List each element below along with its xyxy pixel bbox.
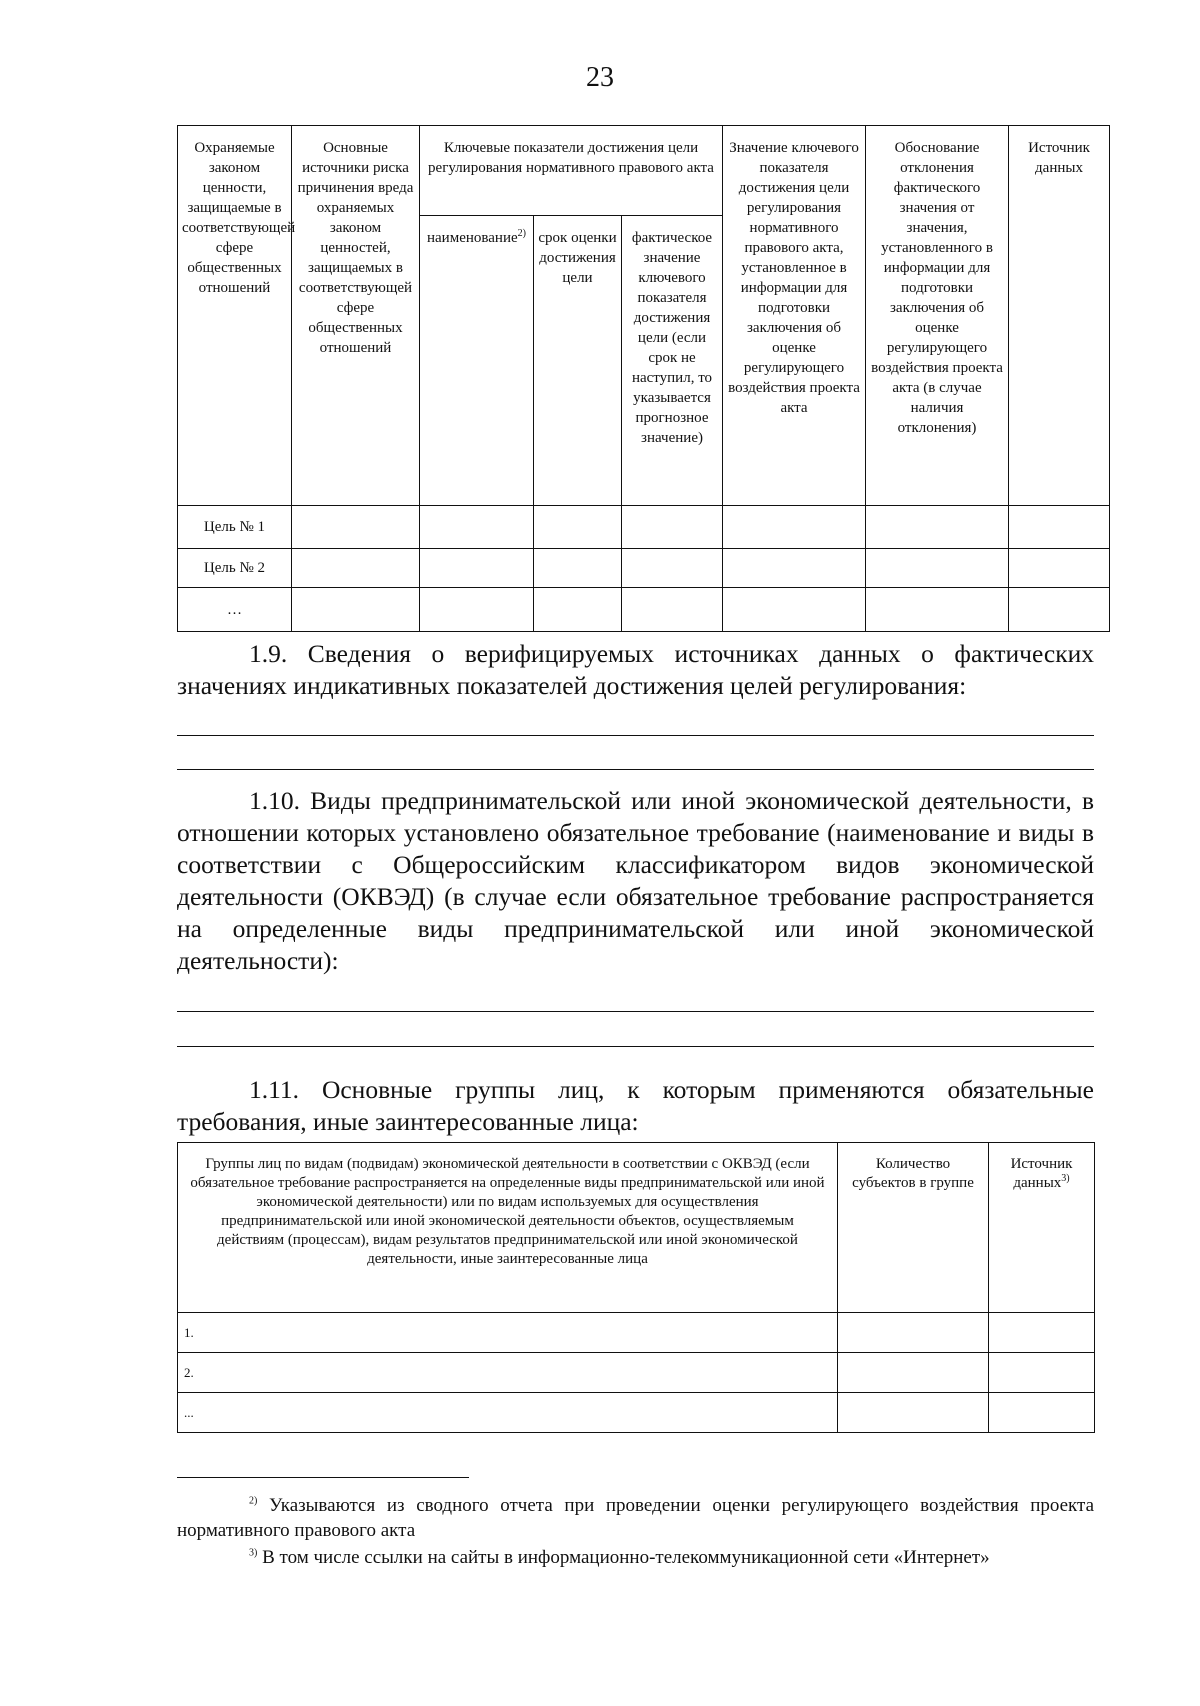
table-row <box>178 1313 1095 1353</box>
fill-line <box>177 769 1094 770</box>
header-protected-values: Охраняемые законом ценности, защищаемые в соответствующей сфере общественных отношений <box>178 126 292 506</box>
fill-line <box>177 735 1094 736</box>
row-label: ... <box>178 1393 838 1433</box>
subheader-name: наименование$^{2)}$ <box>420 216 534 506</box>
header-key-indicators: Ключевые показатели достижения цели регулирования нормативного правового акта <box>420 126 723 216</box>
fill-line <box>177 1046 1094 1047</box>
header-data-source: Источник данных <box>1009 126 1110 506</box>
row-label: … <box>178 588 292 632</box>
table-row <box>178 588 1110 632</box>
header-source: Источник данных$^{3)}$ <box>989 1143 1095 1313</box>
table-row <box>178 506 1110 549</box>
subheader-actual-value: фактическое значение ключевого показателя достижения цели (если срок не наступил, то указывается прогнозное значение) <box>622 216 723 506</box>
footnote-separator <box>177 1477 469 1478</box>
section-1-11-text: 1.11. Основные группы лиц, к которым применяются обязательные требования, иные заинтересованные лица: <box>177 1075 1094 1136</box>
row-label: Цель № 2 <box>178 549 292 588</box>
footnote-3: $^{3)}$ В том числе ссылки на сайты в информационно-телекоммуникационной сети «Интернет» <box>249 1547 990 1568</box>
row-label: 1. <box>178 1313 838 1353</box>
table-row <box>178 1393 1095 1433</box>
row-label: 2. <box>178 1353 838 1393</box>
fill-line <box>177 1011 1094 1012</box>
header-deviation-justification: Обоснование отклонения фактического значения от значения, установленного в информации для подготовки заключения об оценке регулирующего воздействия проекта акта (в случае наличия отклонения) <box>866 126 1009 506</box>
page-number: 23 <box>586 62 614 93</box>
target-indicators-table <box>177 125 1110 632</box>
table-row <box>178 549 1110 588</box>
header-risk-sources: Основные источники риска причинения вреда охраняемых законом ценностей, защищаемых в соответствующей сфере общественных отношений <box>292 126 420 506</box>
groups-table <box>177 1142 1095 1433</box>
subheader-term: срок оценки достижения цели <box>534 216 622 506</box>
header-count: Количество субъектов в группе <box>838 1143 989 1313</box>
header-indicator-value: Значение ключевого показателя достижения цели регулирования нормативного правового акта, установленное в информации для подготовки заключения об оценке регулирующего воздействия проекта акта <box>723 126 866 506</box>
header-groups: Группы лиц по видам (подвидам) экономической деятельности в соответствии с ОКВЭД (если обязательное требование распространяется на определенные виды предпринимательской или иной экономической деятельности) или по видам используемых для осуществления предпринимательской или иной экономической деятельности объектов, осуществляемым действиям (процессам), видам результатов предпринимательской или иной экономической деятельности, иные заинтересованные лица <box>178 1143 838 1313</box>
section-1-9-text: 1.9. Сведения о верифицируемых источниках данных о фактических значениях индикативных показателей достижения целей регулирования: <box>177 639 1094 700</box>
table-row <box>178 1353 1095 1393</box>
section-1-10-text: 1.10. Виды предпринимательской или иной экономической деятельности, в отношении которых установлено обязательное требование (наименование и виды в соответствии с Общероссийским классификатором видов экономической деятельности (ОКВЭД) (в случае если обязательное требование распространяется на определенные виды предпринимательской или иной экономической деятельности): <box>177 786 1094 975</box>
row-label: Цель № 1 <box>178 506 292 549</box>
footnote-2: $^{2)}$ Указываются из сводного отчета при проведении оценки регулирующего воздействия проекта нормативного правового акта <box>177 1495 1095 1541</box>
